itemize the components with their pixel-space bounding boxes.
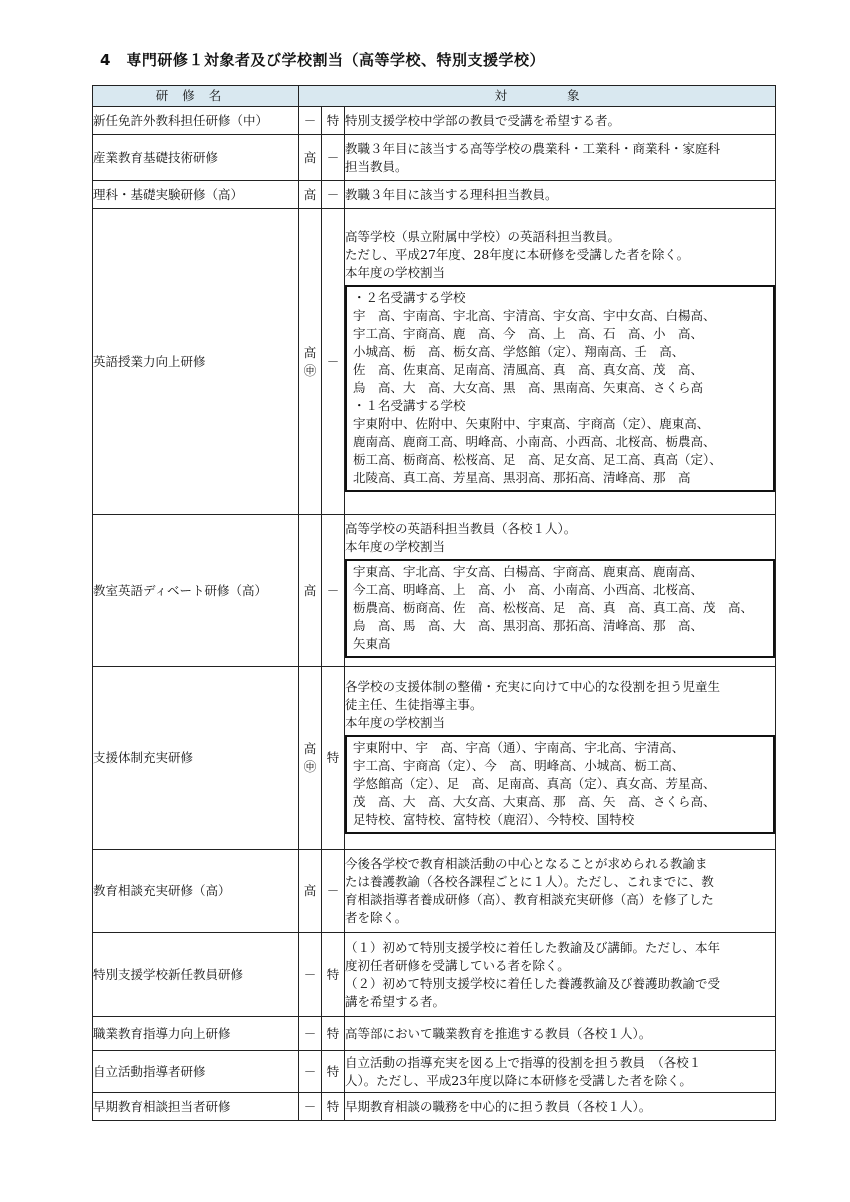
description-line: 今後各学校で教育相談活動の中心となることが求められる教諭ま: [345, 856, 708, 871]
level-mark-junior: ㊥: [303, 759, 317, 774]
allocation-line: 学悠館高（定）、足 高、足南高、真高（定）、真女高、芳星高、: [353, 776, 716, 791]
school-level-special: 特: [322, 1093, 345, 1121]
target-description: [345, 1051, 776, 1093]
table-row: [93, 515, 776, 667]
allocation-line: 宇 高、宇南高、宇北高、宇清高、宇女高、宇中女高、白楊高、: [353, 307, 716, 323]
allocation-line: 烏 高、大 高、大女高、黒 高、黒南高、矢東高、さくら高: [353, 379, 704, 395]
school-level-high: －: [299, 1051, 322, 1093]
training-name: 理科・基礎実験研修（高）: [93, 181, 299, 209]
header-training-name: 研修名: [93, 86, 299, 107]
description-line: 人）。ただし、平成23年度以降に本研修を受講した者を除く。: [345, 1072, 692, 1088]
school-level-special: 特: [322, 1017, 345, 1051]
allocation-line: 北陵高、真工高、芳星高、黒羽高、那拓高、清峰高、那 高: [353, 469, 691, 485]
school-level-special: 特: [322, 933, 345, 1017]
school-level-high: －: [299, 933, 322, 1017]
school-level-high: －: [299, 107, 322, 135]
target-description: [345, 135, 776, 181]
target-description: [345, 209, 776, 515]
school-level-high: －: [299, 1017, 322, 1051]
school-level-high: 高: [299, 181, 322, 209]
description-line: 自立活動の指導充実を図る上で指導的役割を担う教員 （各校１: [345, 1054, 702, 1070]
allocation-line: 鹿南高、鹿商工高、明峰高、小南高、小西高、北桜高、栃農高、: [353, 433, 716, 449]
description-line: 度初任者研修を受講している者を除く。: [345, 957, 570, 973]
table-row: [93, 107, 776, 135]
school-allocation-box: [345, 559, 775, 658]
school-level-high: [299, 209, 322, 515]
description-line: 者を除く。: [345, 910, 408, 925]
allocation-line: 宇東高、宇北高、宇女高、白楊高、宇商高、鹿東高、鹿南高、: [353, 563, 704, 579]
school-level-special: －: [322, 135, 345, 181]
allocation-line: 小城高、栃 高、栃女高、学悠館（定）、翔南高、壬 高、: [353, 343, 685, 359]
training-name: 新任免許外教科担任研修（中）: [93, 107, 299, 135]
target-description: [345, 107, 776, 135]
description-line: 高等学校（県立附属中学校）の英語科担当教員。: [345, 228, 621, 244]
description-line: 本年度の学校割当: [345, 538, 446, 554]
school-level-special: －: [322, 515, 345, 667]
target-description: [345, 850, 776, 933]
allocation-line: 矢東高: [353, 635, 391, 651]
training-name: 特別支援学校新任教員研修: [93, 933, 299, 1017]
level-mark: 高: [303, 741, 317, 756]
allocation-line: 烏 高、馬 高、大 高、黒羽高、那拓高、清峰高、那 高、: [353, 617, 704, 633]
training-name: 自立活動指導者研修: [93, 1051, 299, 1093]
target-description: [345, 1017, 776, 1051]
table-row: [93, 1017, 776, 1051]
allocation-line: 宇工高、宇商高（定）、今 高、明峰高、小城高、栃工高、: [353, 758, 685, 773]
table-row: [93, 850, 776, 933]
school-level-special: －: [322, 850, 345, 933]
training-name: 教育相談充実研修（高）: [93, 850, 299, 933]
training-name: 職業教育指導力向上研修: [93, 1017, 299, 1051]
school-level-high: 高: [299, 515, 322, 667]
description-line: 教職３年目に該当する理科担当教員。: [345, 186, 558, 202]
description-line: 高等部において職業教育を推進する教員（各校１人）。: [345, 1025, 652, 1041]
allocation-line: ・２名受講する学校: [353, 289, 466, 305]
school-level-special: 特: [322, 667, 345, 850]
target-description: [345, 933, 776, 1017]
training-table: [92, 85, 776, 1121]
school-allocation-box: [345, 735, 775, 834]
allocation-line: 足特校、富特校、富特校（鹿沼）、今特校、国特校: [353, 812, 635, 827]
table-header-row: [93, 86, 776, 107]
level-mark-junior: ㊥: [303, 362, 317, 378]
level-mark: 高: [303, 344, 317, 360]
training-name: 教室英語ディベート研修（高）: [93, 515, 299, 667]
target-description: [345, 181, 776, 209]
description-line: 徒主任、生徒指導主事。: [345, 697, 483, 712]
allocation-line: 宇東附中、佐附中、矢東附中、宇東高、宇商高（定）、鹿東高、: [353, 415, 710, 431]
description-line: 講を希望する者。: [345, 993, 446, 1009]
description-line: たは養護教諭（各校各課程ごとに１人）。ただし、これまでに、教: [345, 874, 714, 889]
school-allocation-box: [345, 285, 775, 492]
description-line: （２）初めて特別支援学校に着任した養護教諭及び養護助教諭で受: [345, 975, 721, 991]
page-heading: 4 専門研修１対象者及び学校割当（高等学校、特別支援学校）: [100, 51, 545, 69]
target-description: [345, 667, 776, 850]
training-name: 早期教育相談担当者研修: [93, 1093, 299, 1121]
school-level-high: 高: [299, 850, 322, 933]
table-row: [93, 1093, 776, 1121]
target-description: [345, 1093, 776, 1121]
table-row: [93, 1051, 776, 1093]
target-description: [345, 515, 776, 667]
description-line: 高等学校の英語科担当教員（各校１人）。: [345, 520, 577, 536]
allocation-line: 茂 高、大 高、大女高、大東高、那 高、矢 高、さくら高、: [353, 794, 716, 809]
description-line: 特別支援学校中学部の教員で受講を希望する者。: [345, 112, 621, 128]
school-level-high: －: [299, 1093, 322, 1121]
table-row: [93, 181, 776, 209]
allocation-line: ・１名受講する学校: [353, 397, 466, 413]
description-line: 早期教育相談の職務を中心的に担う教員（各校１人）。: [345, 1098, 652, 1114]
table-row: [93, 667, 776, 850]
school-level-special: 特: [322, 1051, 345, 1093]
description-line: 育相談指導者養成研修（高）、教育相談充実研修（高）を修了した: [345, 892, 714, 907]
description-line: 各学校の支援体制の整備・充実に向けて中心的な役割を担う児童生: [345, 679, 721, 694]
training-name: 支援体制充実研修: [93, 667, 299, 850]
allocation-line: 栃農高、栃商高、佐 高、松桜高、足 高、真 高、真工高、茂 高、: [353, 599, 754, 615]
school-level-high: 高: [299, 135, 322, 181]
table-row: [93, 209, 776, 515]
description-line: 本年度の学校割当: [345, 264, 446, 280]
description-line: （１）初めて特別支援学校に着任した教諭及び講師。ただし、本年: [345, 939, 721, 955]
training-name: 英語授業力向上研修: [93, 209, 299, 515]
allocation-line: 栃工高、栃商高、松桜高、足 高、足女高、足工高、真高（定）、: [353, 451, 722, 467]
school-level-special: －: [322, 209, 345, 515]
school-level-high: [299, 667, 322, 850]
description-line: ただし、平成27年度、28年度に本研修を受講した者を除く。: [345, 246, 690, 262]
description-line: 教職３年目に該当する高等学校の農業科・工業科・商業科・家庭科: [345, 140, 721, 156]
table-row: [93, 933, 776, 1017]
school-level-special: 特: [322, 107, 345, 135]
allocation-line: 佐 高、佐東高、足南高、清風高、真 高、真女高、茂 高、: [353, 361, 704, 377]
school-level-special: －: [322, 181, 345, 209]
allocation-line: 今工高、明峰高、上 高、小 高、小南高、小西高、北桜高、: [353, 581, 704, 597]
training-name: 産業教育基礎技術研修: [93, 135, 299, 181]
header-target: 対象: [299, 86, 776, 107]
allocation-line: 宇工高、宇商高、鹿 高、今 高、上 高、石 高、小 高、: [353, 325, 704, 341]
table-row: [93, 135, 776, 181]
allocation-line: 宇東附中、宇 高、宇高（通）、宇南高、宇北高、宇清高、: [353, 740, 685, 755]
description-line: 担当教員。: [345, 158, 408, 174]
description-line: 本年度の学校割当: [345, 715, 446, 730]
